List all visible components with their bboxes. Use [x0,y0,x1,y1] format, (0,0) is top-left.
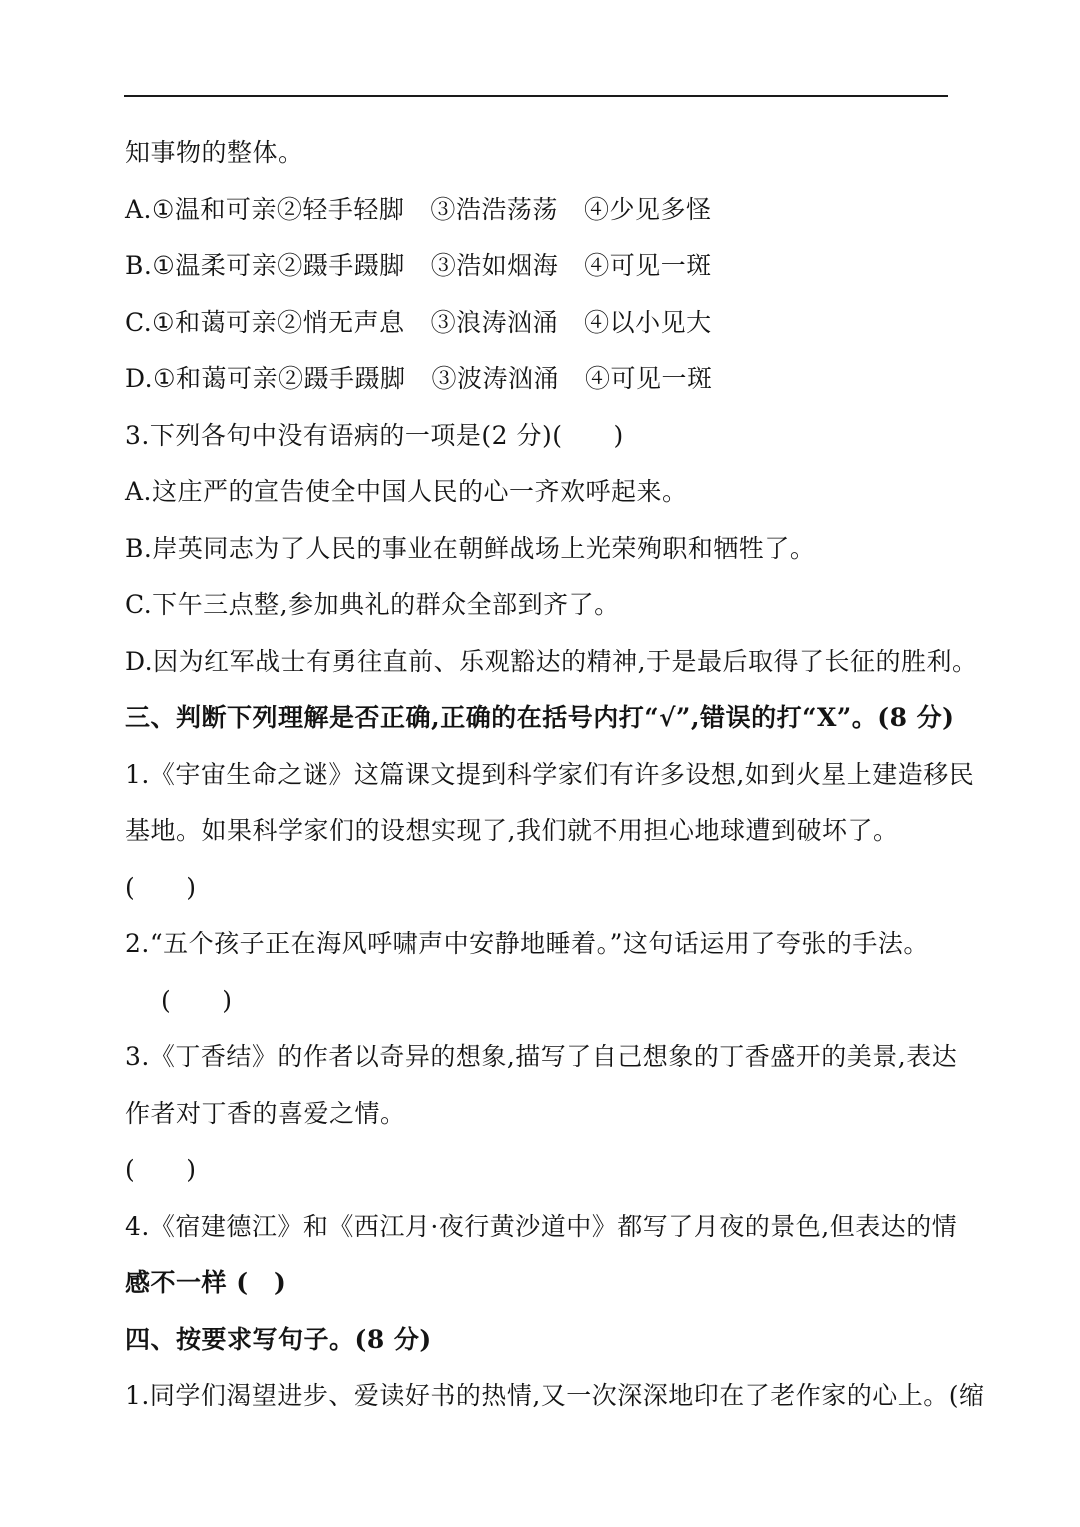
s3-item-4-line-2: 感不一样 ( ) [125,1268,287,1297]
option-b-part-1: B.①温柔可亲②蹑手蹑脚 [125,251,405,280]
option-a-part-3: ④少见多怪 [583,194,712,224]
option-b-part-2: ③浩如烟海 [430,251,559,280]
option-c-part-3: ④以小见大 [584,307,712,337]
option-c-part-2: ③浪涛汹涌 [430,307,559,337]
option-d-part-1: D.①和蔼可亲②蹑手蹑脚 [125,364,406,393]
section-4-heading: 四、按要求写句子。(8 分) [125,1324,432,1354]
s3-item-3-line-2: 作者对丁香的喜爱之情。 [125,1098,406,1128]
s3-item-4-line-1: 4.《宿建德江》和《西江月·夜行黄沙道中》都写了月夜的景色,但表达的情 [125,1211,958,1241]
q3-option-b: B.岸英同志为了人民的事业在朝鲜战场上光荣殉职和牺牲了。 [125,533,816,563]
q2-option-d [125,351,965,408]
q2-option-b [125,238,965,295]
document-body [125,125,985,1425]
option-d-part-2: ③波涛汹涌 [431,364,560,393]
option-a-part-2: ③浩浩荡荡 [430,194,558,224]
q2-option-a [125,182,965,239]
q2-option-c [125,295,965,352]
answer-parentheses: ( ) [125,872,197,902]
q3-stem: 3.下列各句中没有语病的一项是(2 分)( ) [125,420,624,450]
s4-item-1-line-1: 1.同学们渴望进步、爱读好书的热情,又一次深深地印在了老作家的心上。(缩 [125,1381,985,1410]
q3-option-d: D.因为红军战士有勇往直前、乐观豁达的精神,于是最后取得了长征的胜利。 [125,646,978,676]
q3-option-c: C.下午三点整,参加典礼的群众全部到齐了。 [125,590,620,619]
q3-option-a: A.这庄严的宣告使全中国人民的心一齐欢呼起来。 [125,477,688,506]
answer-parentheses: ( ) [125,1155,197,1184]
section-3-heading: 三、判断下列理解是否正确,正确的在括号内打“√”,错误的打“X”。(8 分) [125,703,955,732]
option-b-part-3: ④可见一斑 [584,251,712,280]
continuation-text: 知事物的整体。 [125,138,304,167]
s3-item-3-line-1: 3.《丁香结》的作者以奇异的想象,描写了自己想象的丁香盛开的美景,表达 [125,1042,958,1071]
s3-item-1-line-2: 基地。如果科学家们的设想实现了,我们就不用担心地球遭到破坏了。 [125,816,899,845]
answer-parentheses: ( ) [161,985,233,1015]
option-d-part-3: ④可见一斑 [585,364,713,393]
s3-item-2-line-1: 2.“五个孩子正在海风呼啸声中安静地睡着。”这句话运用了夸张的手法。 [125,929,929,958]
option-a-part-1: A.①温和可亲②轻手轻脚 [125,194,405,224]
s3-item-1-line-1: 1.《宇宙生命之谜》这篇课文提到科学家们有许多设想,如到火星上建造移民 [125,759,975,789]
option-c-part-1: C.①和蔼可亲②悄无声息 [125,307,405,337]
header-rule [124,95,948,97]
